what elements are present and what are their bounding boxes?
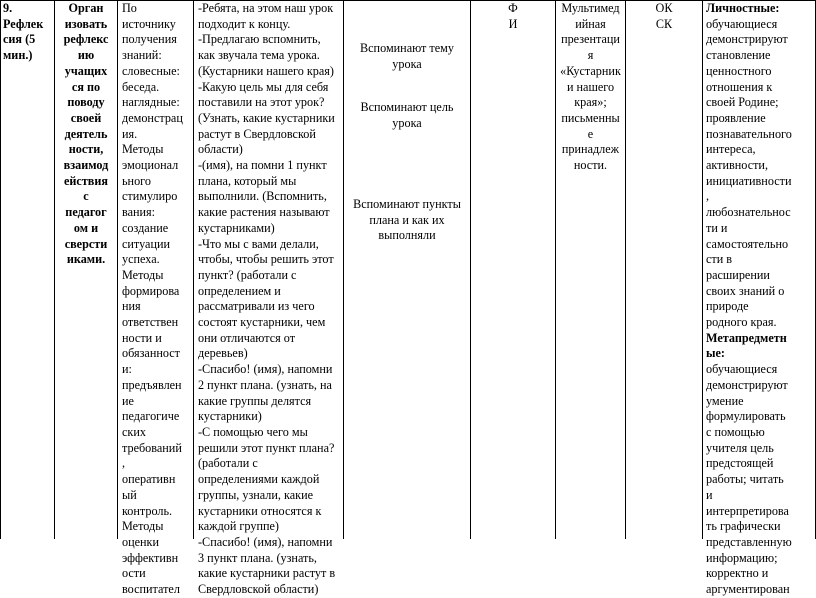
teacher-line: как звучала тема урока. (198, 48, 320, 63)
student-line: плана и как их (369, 212, 445, 227)
results-justified-line (706, 519, 812, 535)
student-line: урока (392, 56, 422, 71)
resources-line: Мультимед (561, 1, 620, 15)
goal-line: ности, (68, 142, 104, 157)
teacher-line: подходит к концу. (198, 16, 291, 31)
methods-line: требований (122, 440, 182, 455)
stage-line: мин.) (3, 48, 33, 63)
results-word: графически (719, 519, 781, 534)
methods-line: и: (122, 362, 132, 377)
teacher-line: (Узнать, какие кустарники (198, 110, 335, 125)
cell-results (706, 1, 812, 597)
results-line: интерпретирова (706, 503, 789, 518)
results-word: работы; (706, 472, 747, 487)
methods-line: ие (122, 393, 134, 408)
results-line: расширении (706, 267, 770, 282)
cell-student-activity (344, 1, 470, 539)
results-line: познавательного (706, 126, 792, 141)
teacher-line: выполнили. (Вспомнить, (198, 189, 327, 204)
methods-line: успеха. (122, 252, 160, 267)
stage-line: сия (5 (3, 32, 36, 47)
methods-line: эмоционал (122, 158, 179, 173)
methods-line: , (122, 456, 126, 471)
cell-stage (3, 1, 53, 539)
methods-line: ответствен (122, 315, 179, 330)
methods-line: получения (122, 32, 177, 47)
results-line: ценностного (706, 63, 772, 78)
results-line: демонстрируют (706, 377, 788, 392)
results-line: активности, (706, 158, 768, 173)
methods-line: ния (122, 299, 141, 314)
goal-line: своей (70, 110, 102, 125)
results-justified-line (706, 441, 812, 457)
teacher-line: -С помощью чего мы (198, 424, 308, 439)
methods-line: знаний: (122, 48, 162, 63)
teacher-line: (работали с (198, 456, 258, 471)
results-word: помощью (714, 424, 765, 439)
results-justified-line (706, 566, 812, 582)
cell-control (626, 1, 702, 539)
results-line: сти в (706, 252, 733, 267)
resources-line: принадлеж (561, 142, 620, 157)
stage-line: 9. (3, 1, 13, 15)
methods-line: ости (122, 566, 146, 581)
methods-line: демонстрац (122, 110, 183, 125)
cell-resources (556, 1, 625, 539)
methods-line: обязанност (122, 346, 180, 361)
goal-line: поводу (67, 95, 105, 110)
cell-teacher-activity (198, 1, 342, 597)
results-line: представленную (706, 534, 792, 549)
teacher-line: области) (198, 142, 243, 157)
methods-line: эффективн (122, 550, 179, 565)
goal-line: рефлекс (63, 32, 109, 47)
methods-line: контроль. (122, 503, 173, 518)
student-line: Вспоминают пункты (353, 197, 461, 211)
student-line: Вспоминают тему (360, 41, 454, 55)
student-line: выполняли (378, 228, 436, 243)
results-line: своей Родине; (706, 95, 779, 110)
methods-line: беседа. (122, 79, 160, 94)
teacher-line: 2 пункт плана. (узнать, на (198, 377, 332, 392)
teacher-line: -Спасибо! (имя), напомни (198, 534, 333, 549)
results-line: родного края. (706, 315, 777, 330)
teacher-line: кустарники) (198, 409, 262, 424)
results-line: , (706, 189, 710, 204)
methods-line: По (122, 1, 137, 15)
methods-line: воспитател (122, 582, 180, 597)
methods-line: предъявлен (122, 377, 182, 392)
methods-line: словесные: (122, 63, 180, 78)
resources-line: я (587, 48, 594, 63)
col-border-1 (54, 0, 55, 539)
teacher-line: деревьев) (198, 346, 248, 361)
teacher-line: определением и (198, 283, 281, 298)
teacher-line: какие растения называют (198, 205, 330, 220)
methods-line: ия. (122, 126, 138, 141)
results-line: формулировать (706, 409, 786, 424)
resources-line: е (587, 126, 594, 141)
teacher-line: Свердловской области) (198, 582, 319, 597)
teacher-line: какие группы делятся (198, 393, 312, 408)
teacher-line: определениями каждой (198, 472, 320, 487)
student-goal (344, 100, 470, 131)
results-line: отношения к (706, 79, 773, 94)
methods-line: Методы (122, 267, 164, 282)
goal-line: ию (77, 48, 95, 63)
teacher-line: -(имя), на помни 1 пункт (198, 158, 327, 173)
results-justified-line (706, 425, 812, 441)
col-border-3 (193, 0, 194, 539)
results-word: корректно (706, 566, 759, 581)
results-line: обучающиеся (706, 16, 778, 31)
results-line: самостоятельно (706, 236, 789, 251)
student-points (344, 197, 470, 244)
results-line: информацию; (706, 550, 778, 565)
results-line: проявление (706, 110, 766, 125)
teacher-line: кустарниками) (198, 220, 275, 235)
teacher-line: (Кустарники нашего края) (198, 63, 334, 78)
results-line: своих знаний о (706, 283, 785, 298)
work-form-line: Ф (508, 1, 518, 15)
resources-line: презентаци (561, 32, 620, 47)
resources-line: и нашего (566, 79, 615, 94)
resources-line: края»; (574, 95, 607, 110)
teacher-line: растут в Свердловской (198, 126, 316, 141)
teacher-line: -Спасибо! (имя), напомни (198, 362, 333, 377)
results-word: учителя (706, 440, 748, 455)
results-line: предстоящей (706, 456, 774, 471)
teacher-line: каждой группе) (198, 519, 279, 534)
goal-line: иками. (66, 252, 106, 267)
results-line: ти и (706, 220, 728, 235)
methods-line: ских (122, 424, 146, 439)
control-line: СК (655, 16, 673, 31)
results-line: умение (706, 393, 744, 408)
goal-line: деятель (64, 126, 108, 141)
teacher-line: решили этот пункт плана? (198, 440, 335, 455)
results-line: инициативности (706, 173, 792, 188)
methods-line: Методы (122, 519, 164, 534)
teacher-line: -Что мы с вами делали, (198, 236, 319, 251)
resources-line: «Кустарник (560, 63, 621, 78)
work-form-line: И (508, 16, 518, 31)
methods-line: педагогиче (122, 409, 180, 424)
cell-methods (122, 1, 192, 597)
results-line: природе (706, 299, 749, 314)
teacher-line: поставили на этот урок? (198, 95, 325, 110)
teacher-line: пункт? (работали с (198, 267, 297, 282)
goal-line: изовать (64, 16, 108, 31)
methods-line: ситуации (122, 236, 171, 251)
student-line: Вспоминают цель (360, 100, 454, 114)
goal-line: с (83, 189, 89, 204)
col-border-0 (0, 0, 1, 539)
stage-line: Рефлек (3, 16, 44, 31)
resources-line: письменны (561, 110, 620, 125)
goal-line: взаимод (63, 158, 109, 173)
results-justified-line (706, 472, 812, 488)
teacher-line: чтобы, чтобы решить этот (198, 252, 334, 267)
teacher-line: -Ребята, на этом наш урок (198, 1, 334, 15)
teacher-line: кустарники относятся к (198, 503, 322, 518)
results-line: демонстрируют (706, 32, 788, 47)
cell-work-form (471, 1, 555, 539)
teacher-line: рассматривали из чего (198, 299, 315, 314)
goal-line: ействия (63, 173, 109, 188)
goal-line: сверсти (64, 236, 108, 251)
teacher-line: -Какую цель мы для себя (198, 79, 329, 94)
results-line: интереса, (706, 142, 756, 157)
methods-line: оперативн (122, 472, 176, 487)
methods-line: источнику (122, 16, 176, 31)
goal-line: учащих (64, 63, 108, 78)
teacher-line: они отличаются от (198, 330, 296, 345)
cell-goal (56, 1, 116, 539)
results-line: становление (706, 48, 771, 63)
results-word: с (706, 424, 712, 439)
methods-line: ьного (122, 173, 151, 188)
methods-line: Методы (122, 142, 164, 157)
results-line: и (706, 487, 713, 502)
results-word: ть (706, 519, 717, 534)
results-line: аргументирован (706, 582, 790, 597)
methods-line: ый (122, 487, 137, 502)
methods-line: создание (122, 220, 169, 235)
resources-line: ности. (573, 158, 608, 173)
teacher-line: группы, узнали, какие (198, 487, 313, 502)
student-topic (344, 41, 470, 72)
methods-line: оценки (122, 534, 159, 549)
control-line: ОК (655, 1, 673, 15)
results-heading-personal: Личностные: (706, 1, 780, 15)
methods-line: вания: (122, 205, 156, 220)
methods-line: формирова (122, 283, 180, 298)
resources-line: ийная (575, 16, 606, 31)
results-heading-meta: ые: (706, 346, 725, 361)
results-line: обучающиеся (706, 362, 778, 377)
results-word: цель (750, 440, 774, 455)
results-heading-meta: Метапредметн (706, 330, 787, 345)
results-word: и (761, 566, 769, 581)
col-border-8 (702, 0, 703, 539)
teacher-line: 3 пункт плана. (узнать, (198, 550, 317, 565)
goal-line: педагог (65, 205, 107, 220)
goal-line: ом и (73, 220, 99, 235)
student-line: урока (392, 115, 422, 130)
methods-line: ности и (122, 330, 162, 345)
methods-line: стимулиро (122, 189, 178, 204)
teacher-line: -Предлагаю вспомнить, (198, 32, 321, 47)
goal-line: ся по (71, 79, 101, 94)
teacher-line: плана, который мы (198, 173, 297, 188)
teacher-line: состоят кустарники, чем (198, 315, 326, 330)
goal-line: Орган (68, 1, 104, 15)
teacher-line: какие кустарники растут в (198, 566, 336, 581)
col-border-2 (117, 0, 118, 539)
methods-line: наглядные: (122, 95, 180, 110)
results-word: читать (749, 472, 784, 487)
results-line: любознательнос (706, 205, 791, 220)
